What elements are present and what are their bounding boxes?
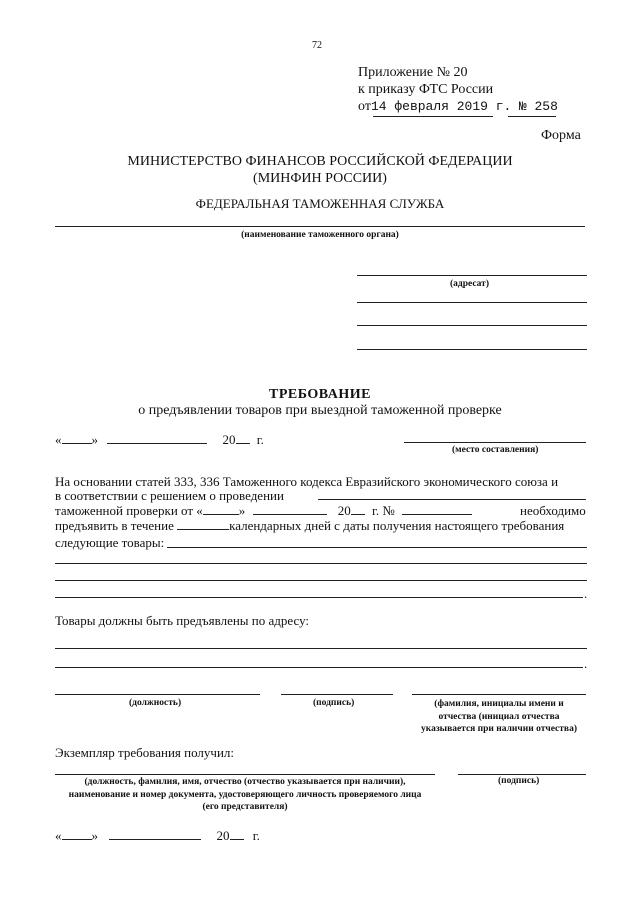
service-title: ФЕДЕРАЛЬНАЯ ТАМОЖЕННАЯ СЛУЖБА	[195, 196, 445, 211]
received-caption-line3: (его представителя)	[202, 802, 288, 812]
bottom-date-year-suffix: г.	[252, 828, 260, 843]
body-line3-e: необходимо	[520, 503, 586, 518]
goods-end-dot: .	[584, 586, 588, 601]
received-caption-line1: (должность, фамилия, имя, отчество (отчество указывается при наличии),	[84, 777, 406, 787]
body-line3-b: »	[238, 503, 246, 518]
bottom-date-close-quote: »	[91, 828, 98, 843]
received-signature-line[interactable]	[458, 774, 586, 775]
fio-caption-line2: отчества (инициал отчества	[438, 711, 560, 722]
place-caption: (место составления)	[452, 445, 539, 455]
address-line-2[interactable]	[55, 667, 583, 668]
received-label: Экземпляр требования получил:	[55, 745, 235, 760]
check-month-field[interactable]	[253, 503, 327, 515]
bottom-date-month-field[interactable]	[109, 828, 201, 840]
addressee-caption: (адресат)	[450, 279, 490, 289]
received-caption	[55, 776, 435, 814]
fio-caption-line3: указывается при наличии отчества)	[421, 724, 577, 734]
customs-body-line	[55, 226, 585, 227]
days-field[interactable]	[177, 518, 229, 530]
appendix-date	[358, 99, 558, 115]
body-line3-c: 20	[337, 503, 351, 518]
body-line4-b: календарных дней с даты получения настоящего требования	[229, 518, 565, 533]
body-line4-a: предъявить в течение	[55, 518, 174, 533]
customs-caption: (наименование таможенного органа)	[241, 230, 399, 240]
appendix-line2: к приказу ФТС России	[358, 82, 494, 97]
addressee-line-3	[357, 325, 587, 326]
body-line5: следующие товары:	[55, 535, 165, 550]
addressee-line	[357, 275, 587, 276]
addressee-line-4	[357, 349, 587, 350]
bottom-date-year-prefix: 20	[216, 828, 230, 843]
appendix-number-underline	[508, 116, 556, 117]
bottom-date-open-quote: «	[55, 828, 62, 843]
appendix-line1: Приложение № 20	[358, 65, 468, 80]
received-signature-caption: (подпись)	[498, 776, 540, 786]
body-line2	[55, 488, 284, 504]
body-line3-d: г. №	[372, 503, 395, 518]
decision-field[interactable]	[318, 499, 586, 500]
position-line[interactable]	[55, 694, 260, 695]
address-label: Товары должны быть предъявлены по адресу:	[55, 613, 310, 628]
appendix-number-value: № 258	[518, 99, 558, 114]
date-year-field[interactable]	[236, 432, 250, 444]
check-number-field[interactable]	[402, 503, 472, 515]
place-line[interactable]	[404, 442, 586, 443]
addressee-line-2	[357, 302, 587, 303]
date-row	[55, 432, 264, 448]
received-line[interactable]	[55, 774, 435, 775]
date-open-quote: «	[55, 432, 62, 447]
fio-caption-line1: (фамилия, инициалы имени и	[434, 699, 564, 709]
document-subtitle: о предъявлении товаров при выездной таможенной проверке	[138, 403, 502, 418]
bottom-date-row	[55, 828, 260, 844]
form-label: Форма	[541, 128, 581, 143]
goods-line-4[interactable]	[55, 597, 583, 598]
check-day-field[interactable]	[203, 503, 239, 515]
goods-line-1[interactable]	[167, 547, 587, 548]
date-year-prefix: 20	[222, 432, 236, 447]
date-close-quote: »	[91, 432, 98, 447]
appendix-date-underline	[373, 116, 493, 117]
body-line3	[55, 503, 472, 519]
position-caption: (должность)	[129, 698, 182, 708]
signature-caption: (подпись)	[313, 698, 355, 708]
date-day-field[interactable]	[62, 432, 92, 444]
goods-line-2[interactable]	[55, 563, 587, 564]
fio-line[interactable]	[412, 694, 586, 695]
ministry-title: МИНИСТЕРСТВО ФИНАНСОВ РОССИЙСКОЙ ФЕДЕРАЦИИ	[127, 154, 513, 169]
received-caption-line2: наименование и номер документа, удостоверяющего личность проверяемого лица	[68, 789, 422, 800]
date-month-field[interactable]	[107, 432, 207, 444]
body-line1: На основании статей 333, 336 Таможенного кодекса Евразийского экономического союза и	[55, 474, 559, 489]
signature-line[interactable]	[281, 694, 393, 695]
document-title: ТРЕБОВАНИЕ	[269, 387, 371, 402]
fio-caption	[412, 698, 586, 736]
address-line-1[interactable]	[55, 648, 587, 649]
ministry-short: (МИНФИН РОССИИ)	[253, 171, 387, 186]
appendix-date-prefix: от	[358, 99, 371, 114]
appendix-date-value: 14 февраля 2019 г.	[370, 99, 512, 114]
check-year-field[interactable]	[351, 503, 365, 515]
body-line2-text: в соответствии с решением о проведении	[55, 488, 284, 503]
date-year-suffix: г.	[256, 432, 264, 447]
page-number: 72	[312, 40, 322, 51]
bottom-date-day-field[interactable]	[62, 828, 92, 840]
bottom-date-year-field[interactable]	[230, 828, 244, 840]
body-line3-a: таможенной проверки от «	[55, 503, 203, 518]
goods-line-3[interactable]	[55, 580, 587, 581]
body-line4	[55, 518, 564, 534]
address-end-dot: .	[584, 656, 588, 671]
